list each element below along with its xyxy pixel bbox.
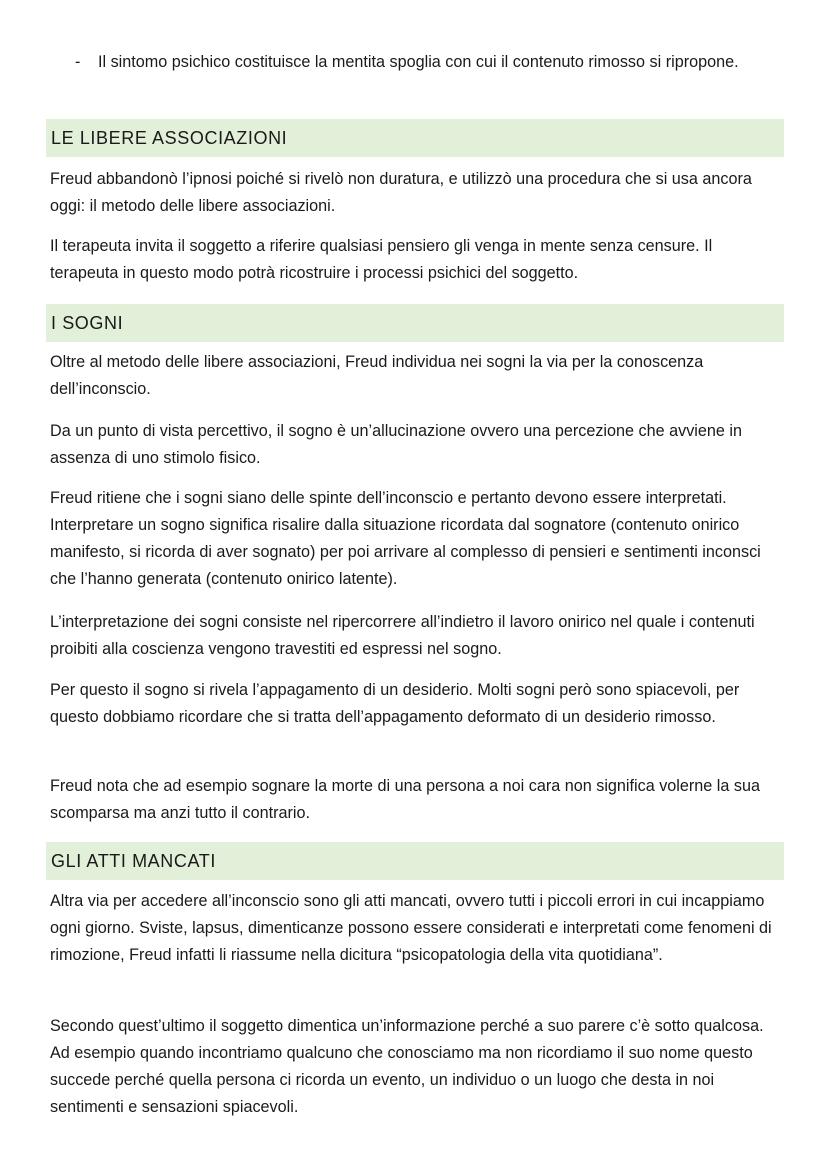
bullet-marker: - — [75, 53, 81, 71]
paragraph: Freud nota che ad esempio sognare la morte di una persona a noi cara non significa volerne la sua scomparsa ma anzi tutto il contrario. — [50, 777, 760, 822]
paragraph: Altra via per accedere all’inconscio sono gli atti mancati, ovvero tutti i piccoli errori in cui incappiamo ogni giorno. Sviste, lapsus, dimenticanze possono essere considerati e interpretati come fenomeni di rimozione, Freud infatti li riassume nella dicitura “psicopatologia della vita quotidiana”. — [50, 892, 772, 964]
paragraph: Il terapeuta invita il soggetto a riferire qualsiasi pensiero gli venga in mente senza censure. Il terapeuta in questo modo potrà ricostruire i processi psichici del soggetto. — [50, 237, 713, 282]
section-heading-sogni: I SOGNI — [46, 304, 784, 342]
paragraph: Secondo quest’ultimo il soggetto dimentica un’informazione perché a suo parere c’è sotto qualcosa. Ad esempio quando incontriamo qualcuno che conosciamo ma non ricordiamo il suo nome questo succede perché quella persona ci ricorda un evento, un individuo o un luogo che desta in noi sentimenti e sensazioni spiacevoli. — [50, 1017, 764, 1116]
bullet-item — [50, 49, 750, 76]
paragraph: Freud abbandonò l’ipnosi poiché si rivelò non duratura, e utilizzò una procedura che si usa ancora oggi: il metodo delle libere associazioni. — [50, 170, 752, 215]
paragraph: L’interpretazione dei sogni consiste nel ripercorrere all’indietro il lavoro onirico nel quale i contenuti proibiti alla coscienza vengono travestiti ed espressi nel sogno. — [50, 613, 755, 658]
bullet-text: Il sintomo psichico costituisce la mentita spoglia con cui il contenuto rimosso si ripropone. — [98, 53, 739, 71]
paragraph: Da un punto di vista percettivo, il sogno è un’allucinazione ovvero una percezione che avviene in assenza di uno stimolo fisico. — [50, 422, 742, 467]
paragraph: Freud ritiene che i sogni siano delle spinte dell’inconscio e pertanto devono essere interpretati. Interpretare un sogno significa risalire dalla situazione ricordata dal sognatore (contenuto onirico manifesto, si ricorda di aver sognato) per poi arrivare al complesso di pensieri e sentimenti inconsci che l’hanno generata (contenuto onirico latente). — [50, 489, 761, 588]
section-heading-atti-mancati: GLI ATTI MANCATI — [46, 842, 784, 880]
paragraph: Oltre al metodo delle libere associazioni, Freud individua nei sogni la via per la conoscenza dell’inconscio. — [50, 353, 704, 398]
section-heading-libere-associazioni: LE LIBERE ASSOCIAZIONI — [46, 119, 784, 157]
paragraph: Per questo il sogno si rivela l’appagamento di un desiderio. Molti sogni però sono spiacevoli, per questo dobbiamo ricordare che si tratta dell’appagamento deformato di un desiderio rimosso. — [50, 681, 740, 726]
